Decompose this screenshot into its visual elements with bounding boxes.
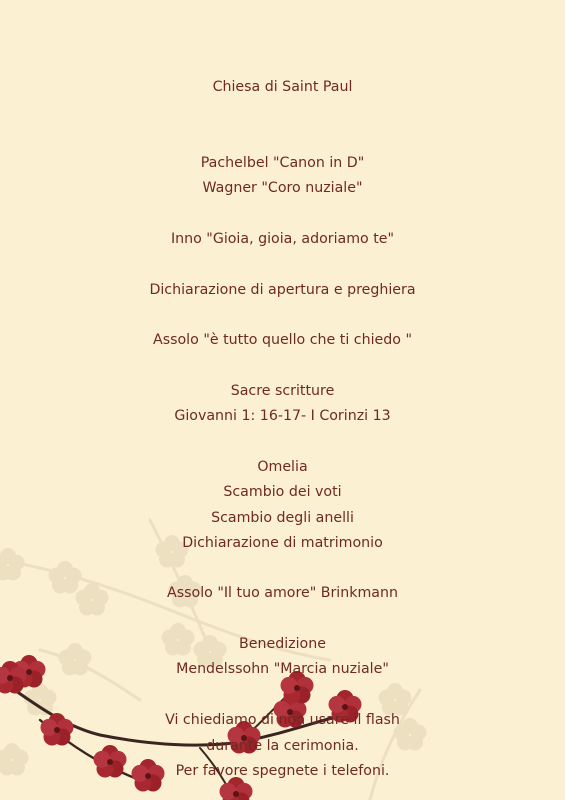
notice-line: durante la cerimonia. <box>206 738 359 754</box>
notice-line: Vi chiediamo di non usare il flash <box>165 712 400 728</box>
program-line: Sacre scritture <box>230 383 335 399</box>
program-line: Benedizione <box>239 636 326 652</box>
program-line-church: Chiesa di Saint Paul <box>212 79 353 95</box>
program-line: Scambio degli anelli <box>211 510 354 526</box>
program-line: Dichiarazione di matrimonio <box>182 535 383 551</box>
program-line: Pachelbel "Canon in D" <box>200 155 365 171</box>
program-line: Giovanni 1: 16-17- I Corinzi 13 <box>174 408 391 424</box>
program-line: Assolo "è tutto quello che ti chiedo " <box>153 332 412 348</box>
program-line: Dichiarazione di apertura e preghiera <box>149 282 416 298</box>
notice-line: Per favore spegnete i telefoni. <box>175 763 390 779</box>
program-line: Omelia <box>257 459 308 475</box>
program-line: Wagner "Coro nuziale" <box>202 180 363 196</box>
program-line: Mendelssohn "Marcia nuziale" <box>176 661 389 677</box>
program-line: Scambio dei voti <box>223 484 342 500</box>
program-line: Assolo "Il tuo amore" Brinkmann <box>167 585 398 601</box>
program-line: Inno "Gioia, gioia, adoriamo te" <box>170 231 395 247</box>
